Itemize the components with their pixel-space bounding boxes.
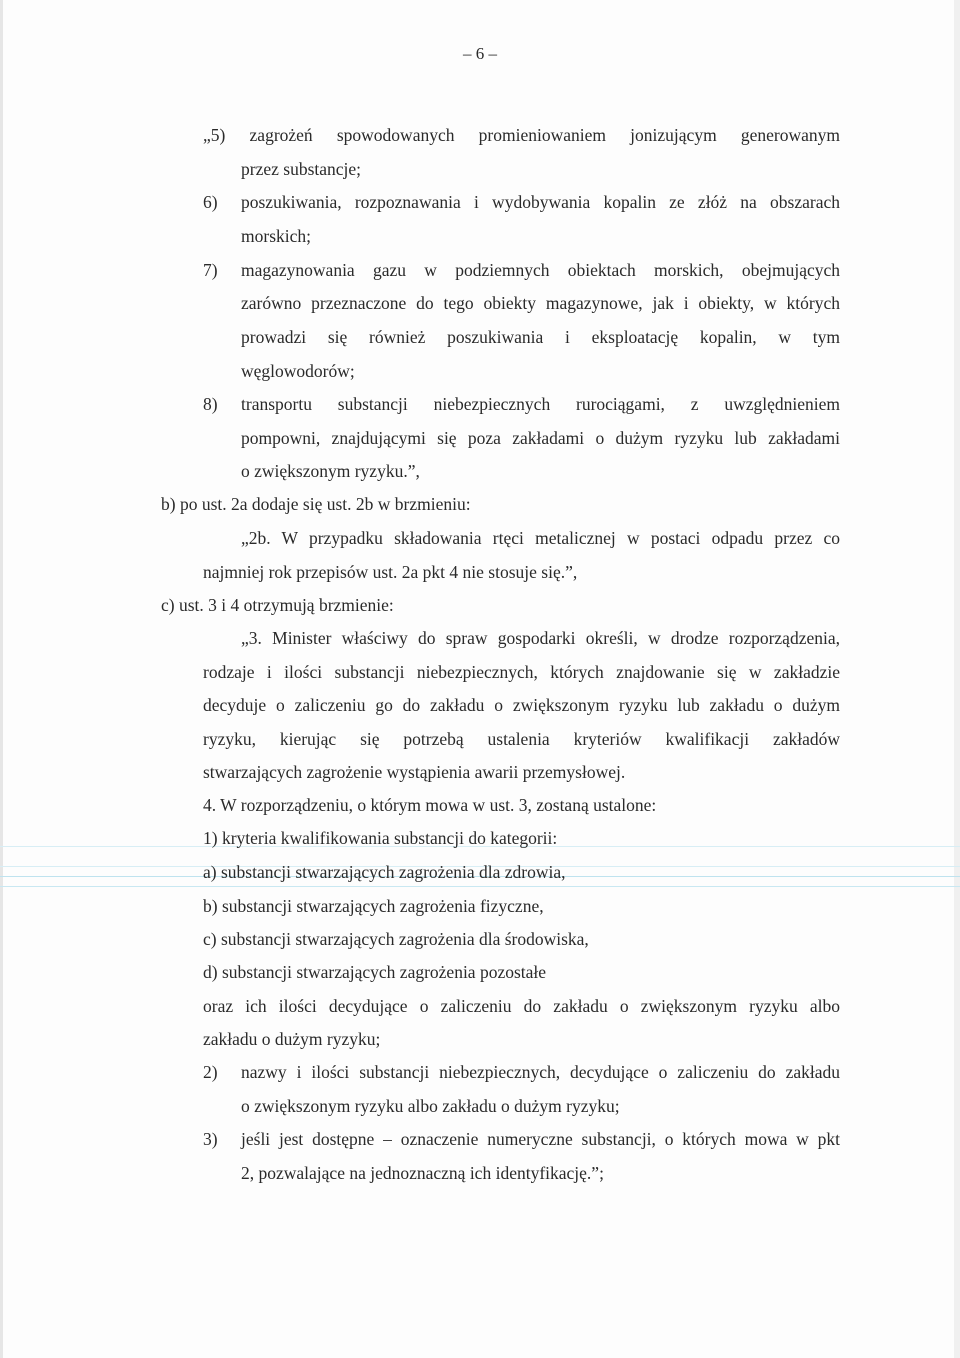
item-8-number: 8) [203, 394, 218, 414]
item-7-line-4: węglowodorów; [241, 361, 355, 381]
item-8-line-2: pompowni, znajdującymi się poza zakładami o dużym ryzyku lub zakładami [241, 428, 840, 448]
ust-4-point-3-line-1: jeśli jest dostępne – oznaczenie numeryczne substancji, o których mowa w pkt [241, 1129, 840, 1149]
ust-4-point-1a: a) substancji stwarzających zagrożenia dla zdrowia, [203, 862, 566, 882]
item-7-number: 7) [203, 260, 218, 280]
page-number: – 6 – [463, 44, 497, 63]
scan-line [0, 886, 960, 887]
point-b-text-line-1: „2b. W przypadku składowania rtęci metalicznej w postaci odpadu przez co [241, 528, 840, 548]
ust-4-point-3-line-2: 2, pozwalające na jednoznaczną ich identyfikację.”; [241, 1163, 604, 1183]
ust-3-line-1: „3. Minister właściwy do spraw gospodarki określi, w drodze rozporządzenia, [241, 628, 840, 648]
page-edge-left [0, 0, 3, 1358]
point-b-intro: b) po ust. 2a dodaje się ust. 2b w brzmieniu: [161, 494, 471, 514]
point-b-text-line-2: najmniej rok przepisów ust. 2a pkt 4 nie stosuje się.”, [203, 562, 578, 582]
ust-4-point-1c: c) substancji stwarzających zagrożenia dla środowiska, [203, 929, 589, 949]
ust-4-point-1-tail-line-2: zakładu o dużym ryzyku; [203, 1029, 381, 1049]
ust-4-point-2-number: 2) [203, 1062, 218, 1082]
ust-4-point-3-number: 3) [203, 1129, 218, 1149]
ust-4-point-1d: d) substancji stwarzających zagrożenia pozostałe [203, 962, 547, 982]
item-6-line-1: poszukiwania, rozpoznawania i wydobywania kopalin ze złóż na obszarach [241, 192, 840, 212]
item-7-line-2: zarówno przeznaczone do tego obiekty magazynowe, jak i obiekty, w których [241, 293, 840, 313]
ust-4-point-2-line-2: o zwiększonym ryzyku albo zakładu o dużym ryzyku; [241, 1096, 620, 1116]
item-5-line-2: przez substancje; [241, 159, 362, 179]
item-7-line-1: magazynowania gazu w podziemnych obiektach morskich, obejmujących [241, 260, 840, 280]
ust-3-line-3: decyduje o zaliczeniu go do zakładu o zwiększonym ryzyku lub zakładu o dużym [203, 695, 840, 715]
point-c-intro: c) ust. 3 i 4 otrzymują brzmienie: [161, 595, 394, 615]
ust-4-point-1: 1) kryteria kwalifikowania substancji do kategorii: [203, 828, 558, 848]
item-7-line-3: prowadzi się również poszukiwania i eksploatację kopalin, w tym [241, 327, 840, 347]
item-6-line-2: morskich; [241, 226, 311, 246]
page-edge-right [954, 0, 960, 1358]
item-8-line-1: transportu substancji niebezpiecznych rurociągami, z uwzględnieniem [241, 394, 840, 414]
ust-4-intro: 4. W rozporządzeniu, o którym mowa w ust. 3, zostaną ustalone: [203, 795, 657, 815]
ust-4-point-1-tail-line-1: oraz ich ilości decydujące o zaliczeniu do zakładu o zwiększonym ryzyku albo [203, 996, 840, 1016]
item-6-number: 6) [203, 192, 218, 212]
item-8-line-3: o zwiększonym ryzyku.”, [241, 461, 420, 481]
item-5-line-1: „5) zagrożeń spowodowanych promieniowaniem jonizującym generowanym [203, 125, 840, 145]
ust-4-point-2-line-1: nazwy i ilości substancji niebezpiecznych, decydujące o zaliczeniu do zakładu [241, 1062, 840, 1082]
ust-3-line-4: ryzyku, kierując się potrzebą ustalenia kryteriów kwalifikacji zakładów [203, 729, 840, 749]
ust-3-line-2: rodzaje i ilości substancji niebezpiecznych, których znajdowanie się w zakładzie [203, 662, 840, 682]
ust-3-line-5: stwarzających zagrożenie wystąpienia awarii przemysłowej. [203, 762, 626, 782]
ust-4-point-1b: b) substancji stwarzających zagrożenia fizyczne, [203, 896, 544, 916]
